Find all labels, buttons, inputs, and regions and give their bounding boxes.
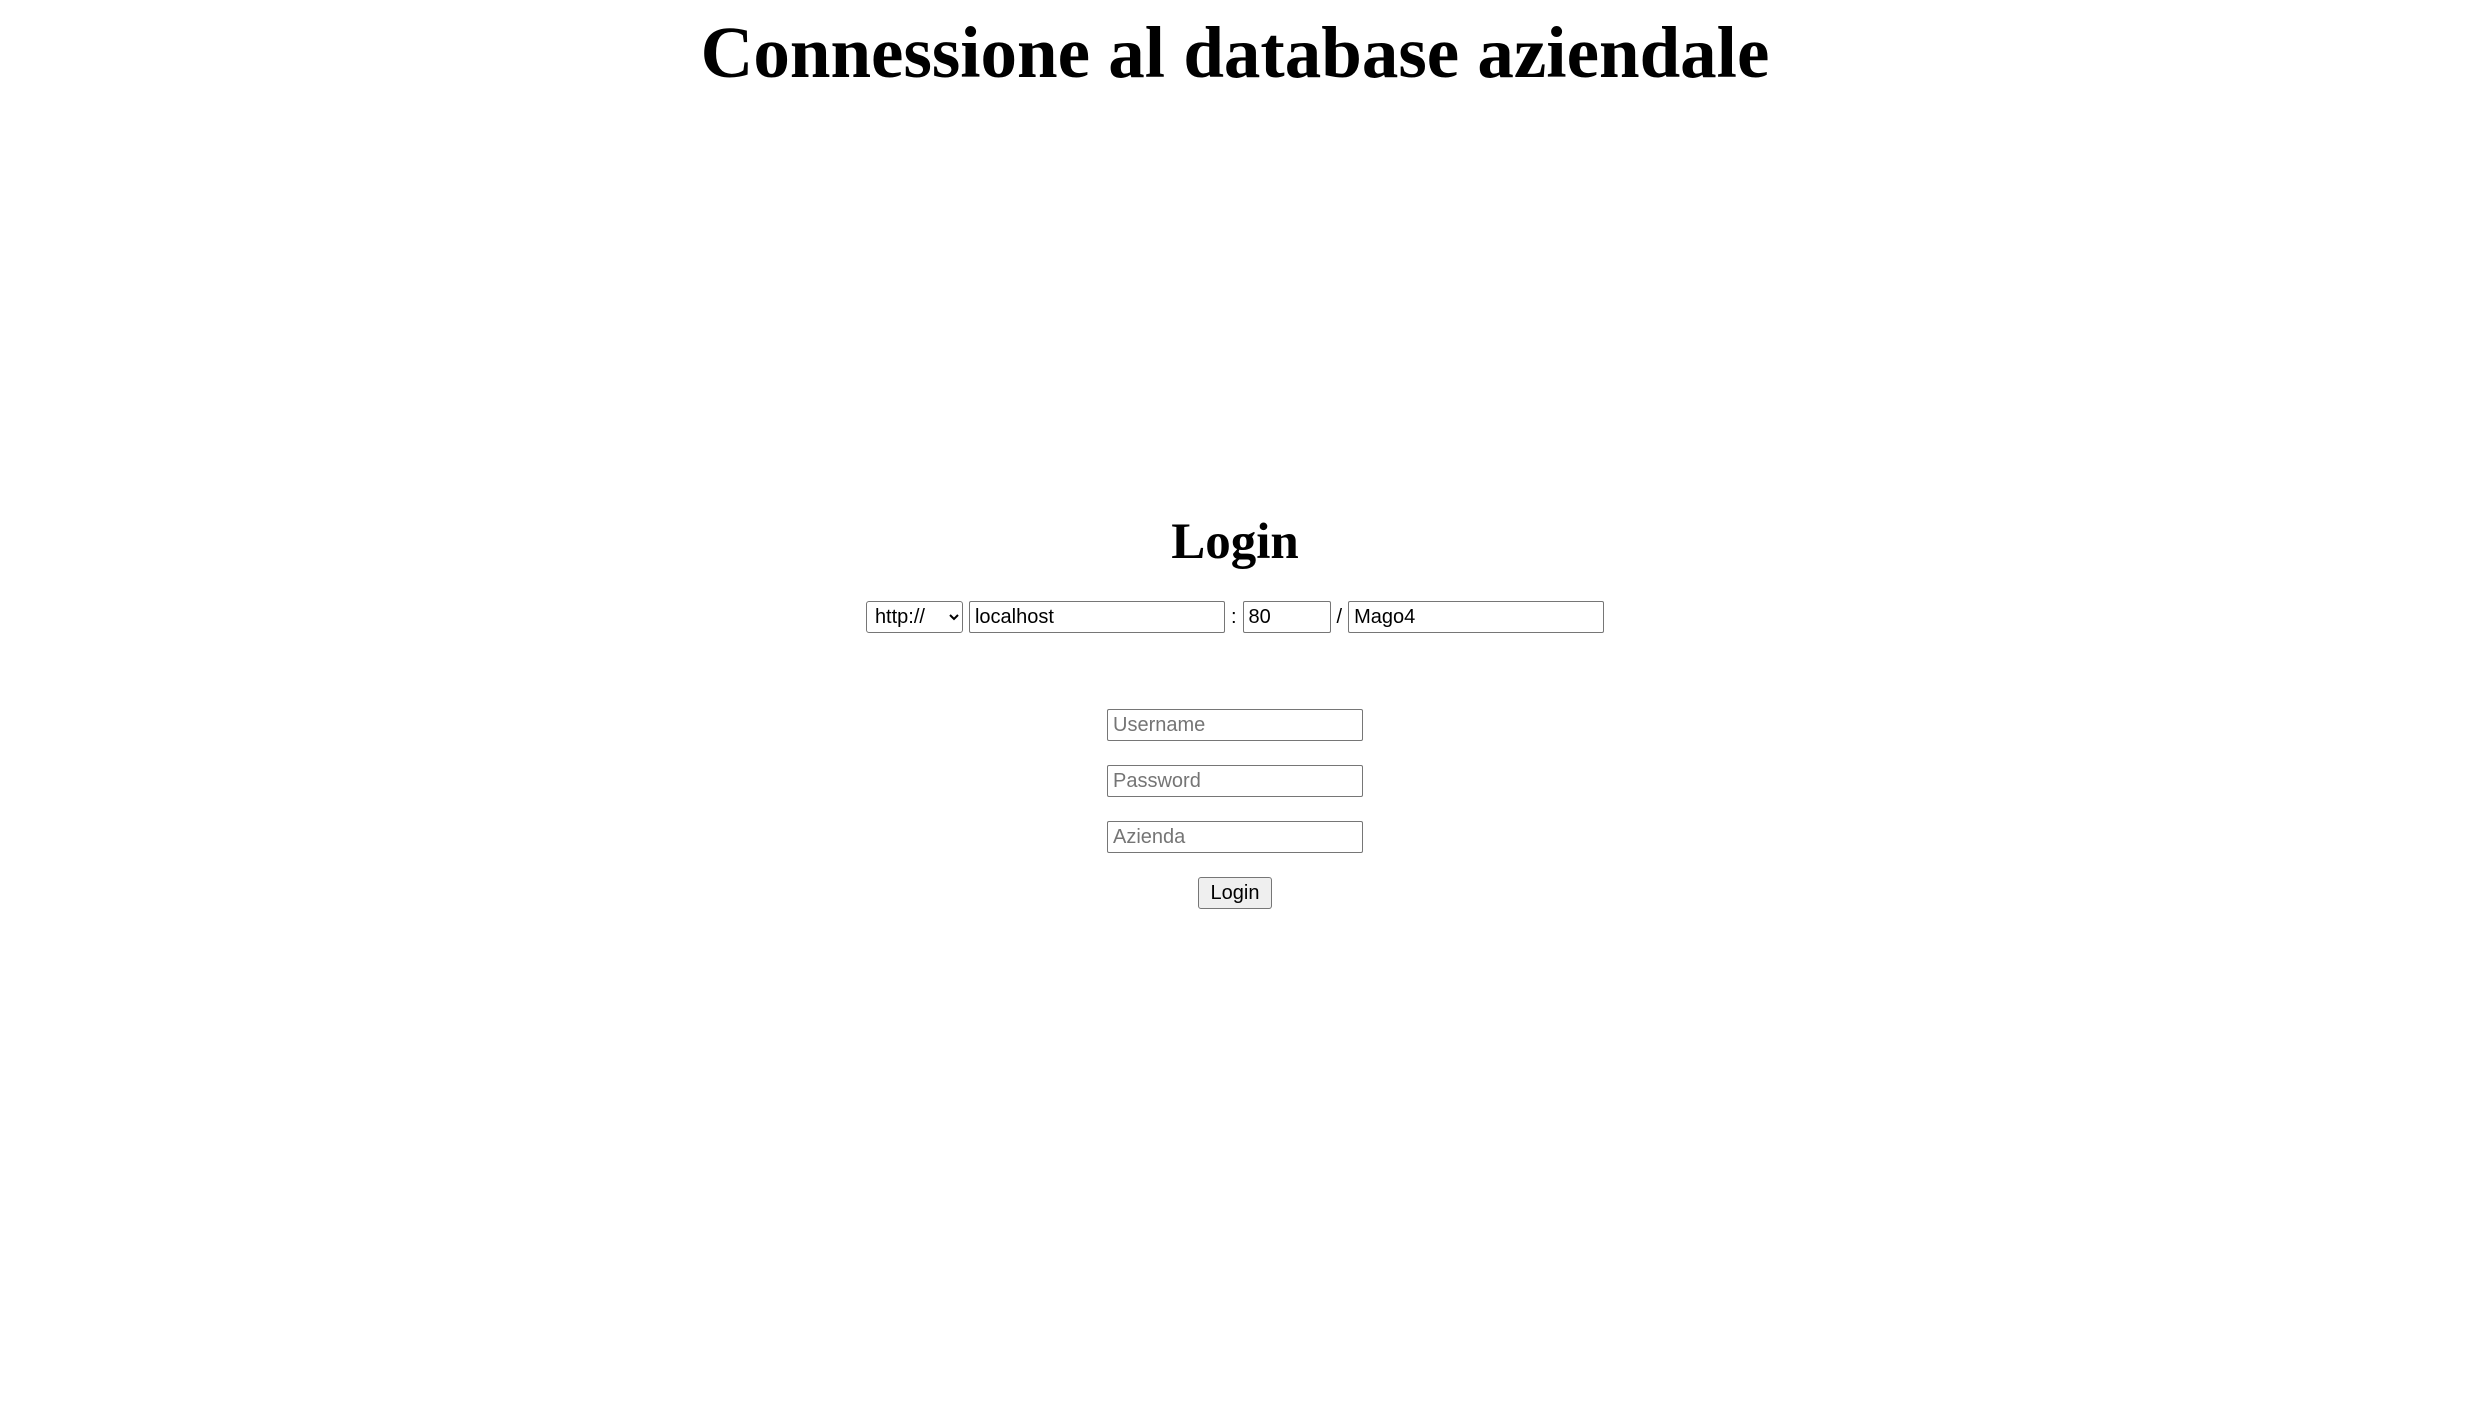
server-url-row (0, 601, 2470, 633)
page-title: Connessione al database aziendale (700, 12, 1770, 93)
path-input[interactable] (1348, 601, 1604, 633)
login-button[interactable]: Login (1198, 877, 1272, 909)
port-input[interactable] (1243, 601, 1331, 633)
port-separator: : (1230, 605, 1237, 628)
username-input[interactable] (1107, 709, 1363, 741)
protocol-select[interactable] (866, 601, 963, 633)
login-heading: Login (1171, 514, 1299, 570)
company-input[interactable] (1107, 821, 1363, 853)
password-input[interactable] (1107, 765, 1363, 797)
path-separator: / (1336, 605, 1343, 628)
host-input[interactable] (969, 601, 1225, 633)
